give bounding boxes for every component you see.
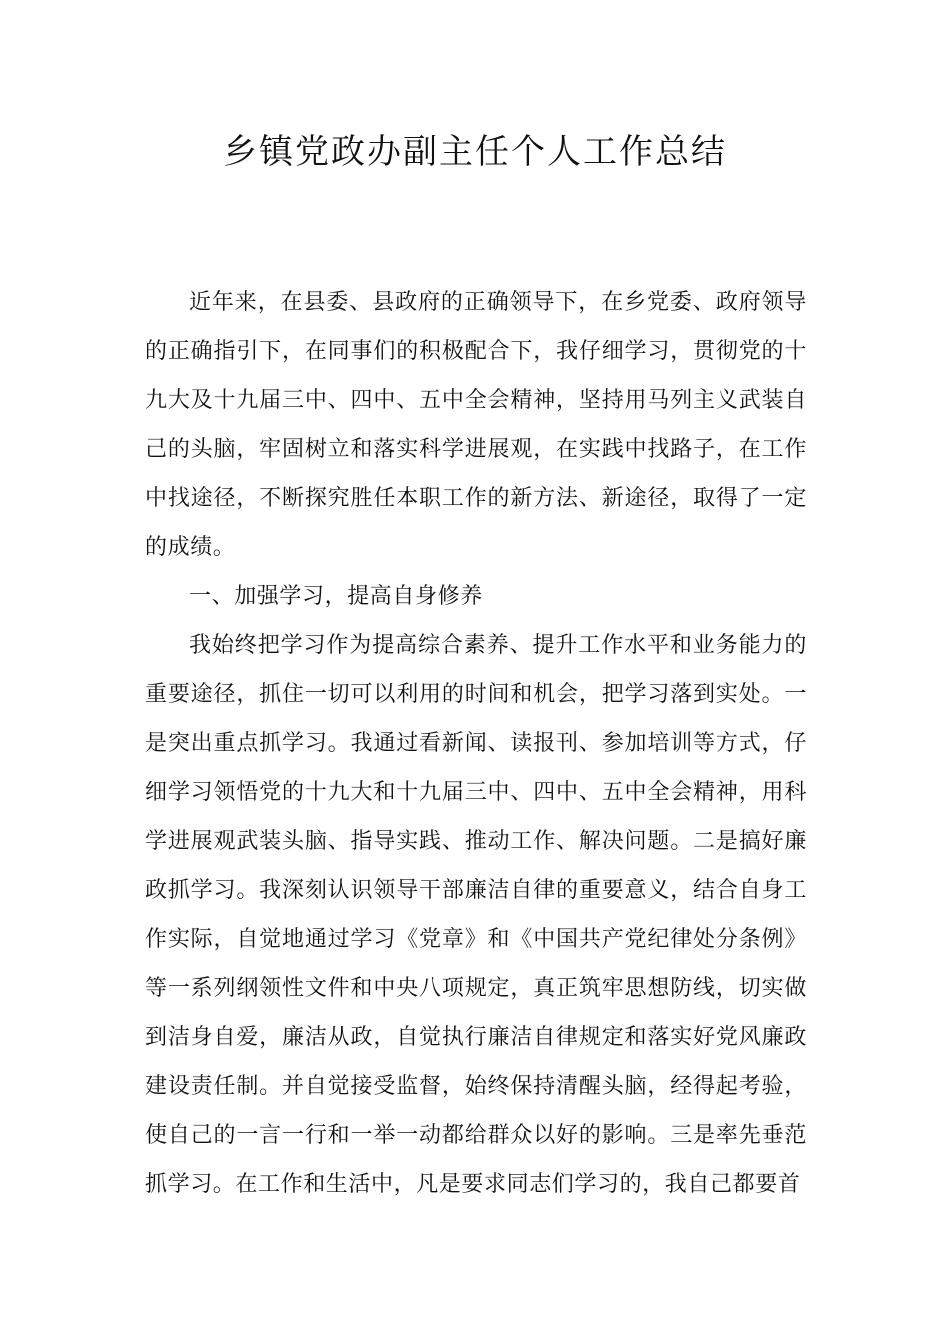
section-1-paragraph: 我始终把学习作为提高综合素养、提升工作水平和业务能力的重要途径，抓住一切可以利用的时间和机会，把学习落到实处。一是突出重点抓学习。我通过看新闻、读报刊、参加培训等方式，仔细学习领悟党的十九大和十九届三中、四中、五中全会精神，用科学进展观武装头脑、指导实践、推动工作、解决问题。二是搞好廉政抓学习。我深刻认识领导干部廉洁自律的重要意义，结合自身工作实际，自觉地通过学习《党章》和《中国共产党纪律处分条例》等一系列纲领性文件和中央八项规定，真正筑牢思想防线，切实做到洁身自爱，廉洁从政，自觉执行廉洁自律规定和落实好党风廉政建设责任制。并自觉接受监督，始终保持清醒头脑，经得起考验，使自己的一言一行和一举一动都给群众以好的影响。三是率先垂范抓学习。在工作和生活中，凡是要求同志们学习的，我自己都要首: [145, 633, 807, 1197]
intro-paragraph: 近年来，在县委、县政府的正确领导下，在乡党委、政府领导的正确指引下，在同事们的积极配合下，我仔细学习，贯彻党的十九大及十九届三中、四中、五中全会精神，坚持用马列主义武装自己的头脑，牢固树立和落实科学进展观，在实践中找路子，在工作中找途径，不断探究胜任本职工作的新方法、新途径，取得了一定的成绩。: [145, 290, 807, 560]
section-heading-1: 一、加强学习，提高自身修养: [189, 584, 483, 609]
document-title: 乡镇党政办副主任个人工作总结: [223, 132, 727, 172]
document-body: [145, 278, 807, 1209]
